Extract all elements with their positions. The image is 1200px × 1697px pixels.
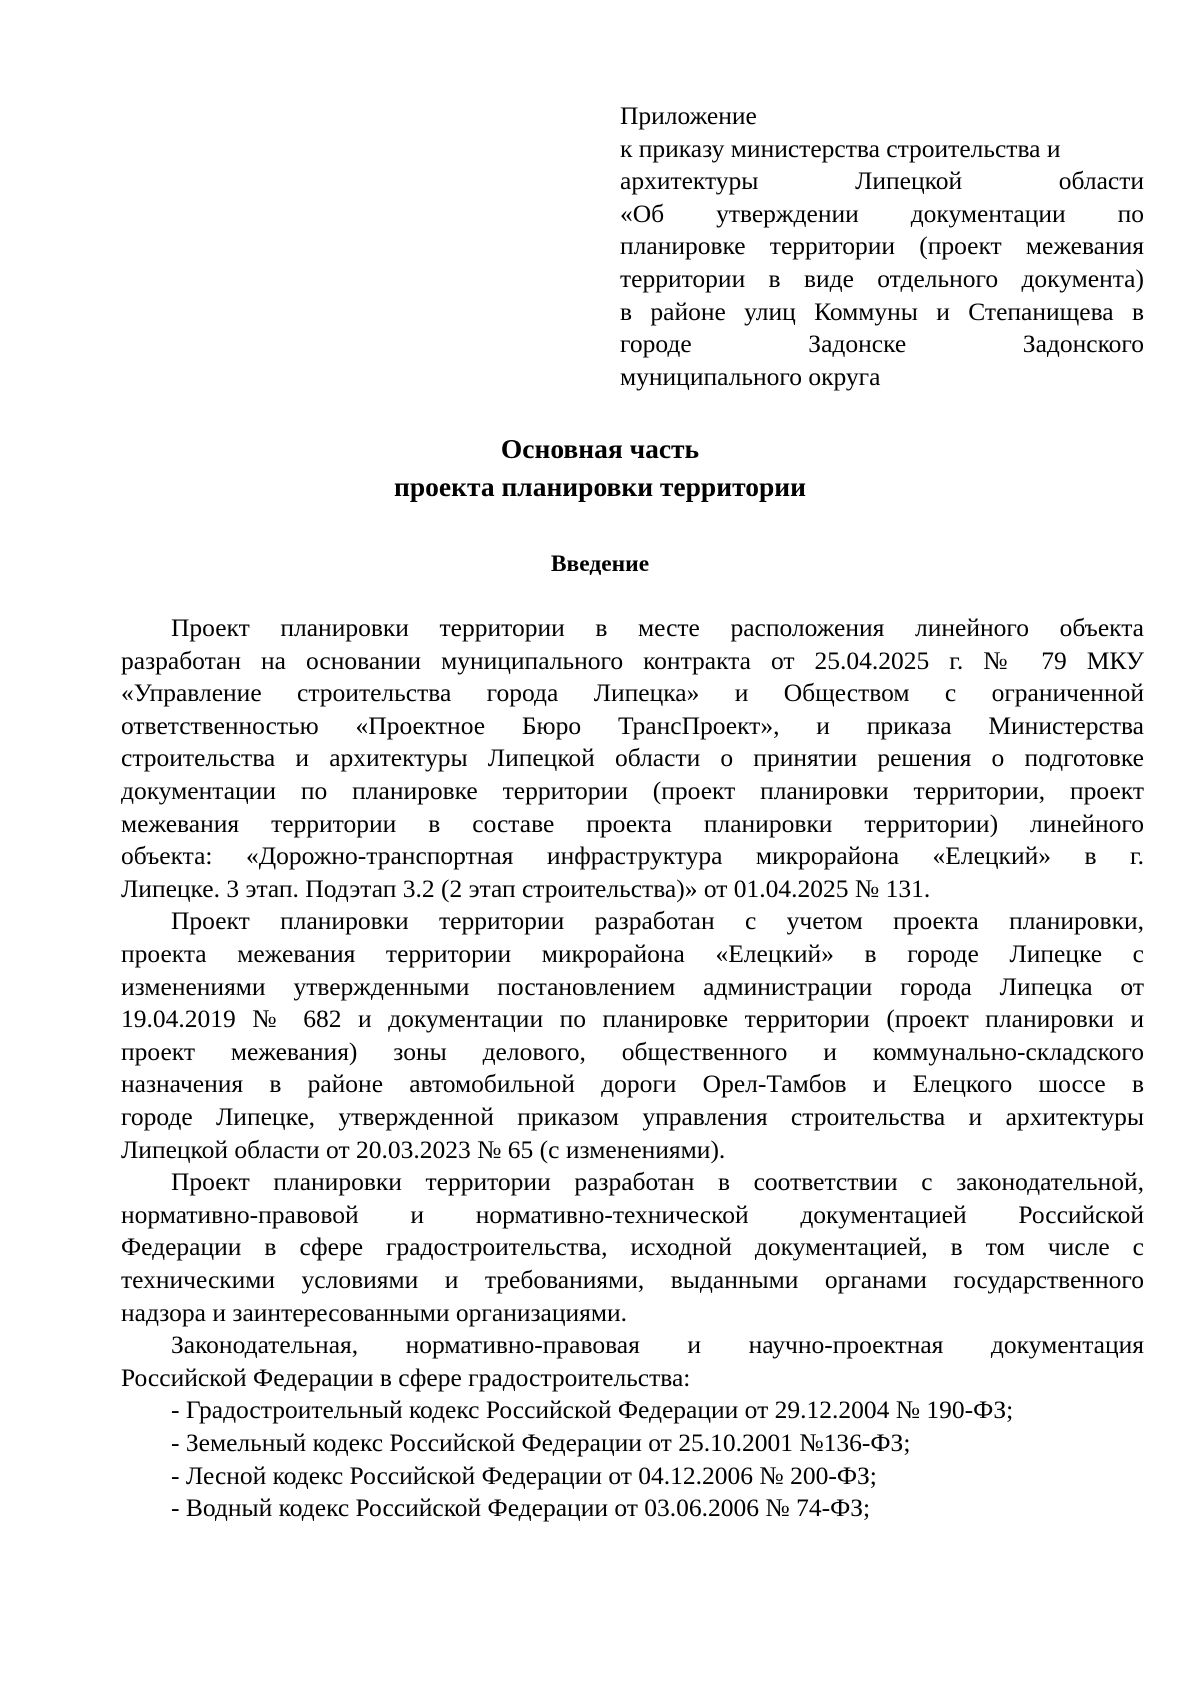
paragraph-legislation-intro <box>121 1329 1144 1394</box>
section-heading-introduction: Введение <box>550 551 650 577</box>
paragraph-line: ответственностью «Проектное Бюро ТрансПроект», и приказа Министерства <box>121 710 1144 740</box>
paragraph-compliance <box>121 1166 1144 1329</box>
paragraph-considerations <box>121 905 1144 1166</box>
paragraph-line: 19.04.2019 № 682 и документации по планировке территории (проект планировки и <box>121 1004 1144 1034</box>
paragraph-basis <box>121 612 1144 905</box>
paragraph-line: разработан на основании муниципального контракта от 25.04.2025 г. № 79 МКУ <box>121 645 1144 675</box>
appendix-line: архитектуры Липецкой области <box>620 166 1144 196</box>
paragraph-line: Проект планировки территории разработан с учетом проекта планировки, <box>171 906 1144 936</box>
list-item: - Водный кодекс Российской Федерации от 03.06.2006 № 74-ФЗ; <box>171 1493 871 1523</box>
paragraph-line: объекта: «Дорожно-транспортная инфраструктура микрорайона «Елецкий» в г. <box>121 841 1144 871</box>
paragraph-line: «Управление строительства города Липецка» и Обществом с ограниченной <box>121 678 1144 708</box>
appendix-line: в районе улиц Коммуны и Степанищева в <box>620 296 1144 326</box>
paragraph-line: Липецкой области от 20.03.2023 № 65 (с изменениями). <box>121 1134 726 1164</box>
paragraph-line: проекта межевания территории микрорайона «Елецкий» в городе Липецке с <box>121 938 1144 968</box>
paragraph-line: Липецке. 3 этап. Подэтап 3.2 (2 этап строительства)» от 01.04.2025 № 131. <box>121 873 931 903</box>
document-title-second-line: проекта планировки территории <box>394 471 806 502</box>
appendix-line: «Об утверждении документации по <box>620 198 1144 228</box>
appendix-line: к приказу министерства строительства и <box>620 133 1061 163</box>
appendix-line: территории в виде отдельного документа) <box>620 263 1144 293</box>
legislation-list <box>121 1394 1144 1524</box>
paragraph-line: назначения в районе автомобильной дороги Орел-Тамбов и Елецкого шоссе в <box>121 1069 1144 1099</box>
paragraph-line: Законодательная, нормативно-правовая и научно-проектная документация <box>171 1330 1144 1360</box>
appendix-line: городе Задонске Задонского <box>620 329 1144 359</box>
appendix-header <box>620 100 1144 393</box>
paragraph-line: надзора и заинтересованными организациями. <box>121 1297 628 1327</box>
appendix-line: планировке территории (проект межевания <box>620 231 1144 261</box>
paragraph-line: нормативно-правовой и нормативно-технической документацией Российской <box>121 1199 1144 1229</box>
paragraph-line: техническими условиями и требованиями, выданными органами государственного <box>121 1264 1144 1294</box>
paragraph-line: городе Липецке, утвержденной приказом управления строительства и архитектуры <box>121 1101 1144 1131</box>
paragraph-line: Проект планировки территории разработан в соответствии с законодательной, <box>171 1167 1144 1197</box>
paragraph-line: межевания территории в составе проекта планировки территории) линейного <box>121 808 1144 838</box>
paragraph-line: Федерации в сфере градостроительства, исходной документацией, в том числе с <box>121 1232 1144 1262</box>
list-item: - Земельный кодекс Российской Федерации от 25.10.2001 №136-ФЗ; <box>171 1427 911 1457</box>
paragraph-line: Российской Федерации в сфере градостроительства: <box>121 1362 691 1392</box>
list-item: - Лесной кодекс Российской Федерации от 04.12.2006 № 200-ФЗ; <box>171 1460 877 1490</box>
paragraph-line: изменениями утвержденными постановлением администрации города Липецка от <box>121 971 1144 1001</box>
paragraph-line: проект межевания) зоны делового, общественного и коммунально-складского <box>121 1036 1144 1066</box>
paragraph-line: строительства и архитектуры Липецкой области о принятии решения о подготовке <box>121 743 1144 773</box>
paragraph-line: Проект планировки территории в месте расположения линейного объекта <box>171 613 1144 642</box>
document-title: Основная часть <box>500 433 700 464</box>
paragraph-line: документации по планировке территории (проект планировки территории, проект <box>121 775 1144 805</box>
list-item: - Градостроительный кодекс Российской Федерации от 29.12.2004 № 190-ФЗ; <box>171 1395 1014 1425</box>
appendix-line: муниципального округа <box>620 361 881 391</box>
appendix-line: Приложение <box>620 101 757 130</box>
